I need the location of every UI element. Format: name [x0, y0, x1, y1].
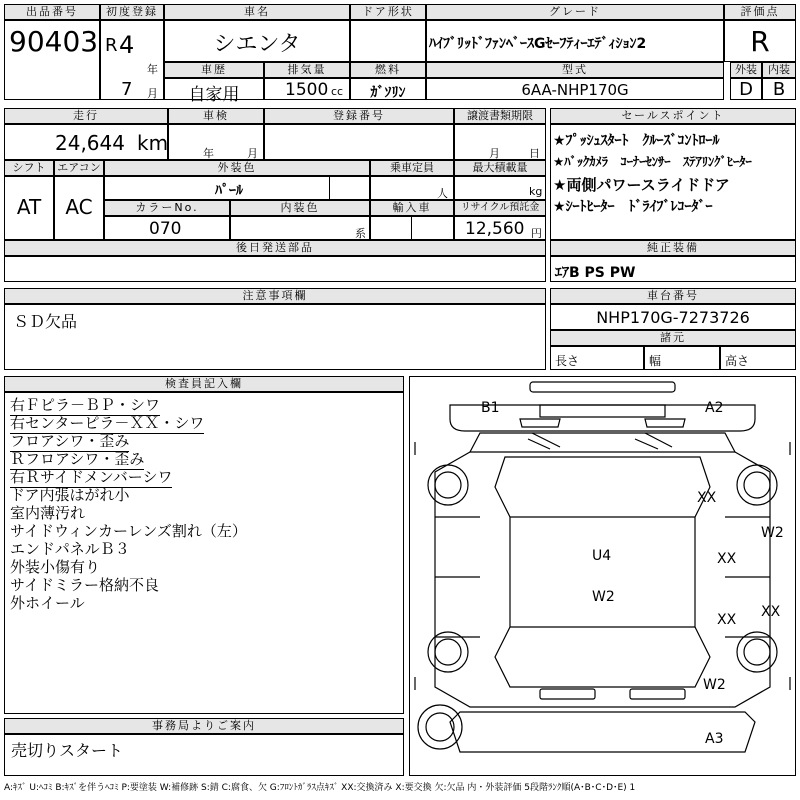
damage-mark: XX: [717, 612, 737, 628]
recycle-label: リサイクル預託金: [454, 200, 546, 216]
damage-mark: B1: [481, 400, 500, 416]
transfer-deadline-cell: [454, 124, 546, 160]
sales-point-line: ★ﾌﾟｯｼｭｽﾀｰﾄ ｸﾙｰｽﾞｺﾝﾄﾛｰﾙ: [553, 133, 720, 149]
transfer-day-unit: 日: [529, 147, 540, 160]
exterior-grade-label: 外装: [730, 62, 762, 78]
damage-mark: W2: [761, 525, 784, 541]
length-label: 長さ: [555, 354, 580, 368]
history-label: 車歴: [164, 62, 264, 78]
width-cell: [644, 346, 720, 370]
capacity-unit: 人: [437, 187, 448, 200]
later-parts-cell: [4, 256, 546, 282]
first-registration-cell: [100, 20, 164, 100]
exterior-grade-cell: [730, 78, 762, 100]
inspector-note: ドア内張はがれ小: [10, 486, 130, 504]
damage-mark: XX: [697, 490, 717, 506]
lot-number-cell: [4, 20, 100, 100]
fuel: ｶﾞｿﾘﾝ: [370, 85, 406, 101]
aircon-label: エアコン: [54, 160, 104, 176]
office-notice-label: 事務局よりご案内: [4, 718, 404, 734]
exterior-color-subcell: [329, 176, 370, 200]
aircon-cell: [54, 176, 104, 240]
fuel-label: 燃料: [350, 62, 426, 78]
genuine-equipment-label: 純正装備: [550, 240, 796, 256]
inspection-year-unit: 年: [203, 147, 214, 160]
shift: AT: [16, 195, 42, 219]
month-unit: 月: [147, 87, 158, 100]
sales-point-line: ★ｼｰﾄﾋｰﾀｰ ﾄﾞﾗｲﾌﾞﾚｺｰﾀﾞｰ: [553, 199, 713, 215]
mileage-label: 走行: [4, 108, 168, 124]
inspector-note: 右Ｆピラ－ＢＰ・シワ: [10, 396, 161, 414]
inspector-note: 右Ｒサイドメンバーシワ: [10, 468, 173, 486]
color-number-label: カラーNo.: [104, 200, 230, 216]
score-label: 評価点: [724, 4, 796, 20]
damage-mark: A3: [705, 731, 724, 747]
lot-number-label: 出品番号: [4, 4, 100, 20]
damage-mark: XX: [717, 551, 737, 567]
specs-label: 諸元: [550, 330, 796, 346]
year-unit: 年: [147, 63, 158, 76]
displacement-unit: cc: [331, 85, 344, 98]
mileage-cell: [4, 124, 168, 160]
inspector-note: 外装小傷有り: [10, 558, 101, 576]
history: 自家用: [188, 85, 240, 105]
max-load-label: 最大積載量: [454, 160, 546, 176]
inspector-notes-label: 検査員記入欄: [4, 376, 404, 392]
registration-number-cell: [264, 124, 454, 160]
inspector-note: サイドミラー格納不良: [10, 576, 159, 594]
interior-grade-cell: [762, 78, 796, 100]
grade: ﾊｲﾌﾞﾘｯﾄﾞﾌｧﾝﾍﾞｰｽGｾｰﾌﾃｨｰｴﾃﾞｨｼｮﾝ2: [429, 36, 647, 52]
exterior-color-label: 外装色: [104, 160, 370, 176]
transfer-month-unit: 月: [489, 147, 500, 160]
caution-text: ＳＤ欠品: [13, 312, 78, 331]
interior-color-unit: 系: [355, 227, 366, 240]
inspector-note: 室内薄汚れ: [10, 504, 86, 522]
exterior-color: ﾊﾟｰﾙ: [215, 183, 243, 199]
office-notice-cell: [4, 734, 404, 776]
score: R: [750, 25, 770, 58]
chassis-number-label: 車台番号: [550, 288, 796, 304]
exterior-grade: D: [739, 79, 753, 100]
color-number: 070: [149, 219, 182, 239]
length-cell: [550, 346, 644, 370]
model-label: 型式: [426, 62, 724, 78]
damage-mark: U4: [592, 548, 612, 564]
model-cell: [426, 78, 724, 100]
recycle-fee: 12,560: [465, 219, 525, 239]
inspection-cell: [168, 124, 264, 160]
genuine-equipment-cell: [550, 256, 796, 282]
recycle-cell: [454, 216, 546, 240]
inspector-note: フロアシワ・歪み: [10, 432, 130, 450]
interior-color-cell: [230, 216, 370, 240]
damage-mark: A2: [705, 400, 724, 416]
transfer-deadline-label: 譲渡書類期限: [454, 108, 546, 124]
car-diagram: [409, 376, 796, 776]
inspector-note: 外ホイール: [10, 594, 85, 612]
era: R: [105, 35, 118, 56]
sales-point-line: ★ﾊﾞｯｸｶﾒﾗ ｺｰﾅｰｾﾝｻｰ ｽﾃｱﾘﾝｸﾞﾋｰﾀｰ: [553, 154, 752, 169]
import-subcell: [411, 216, 454, 240]
mileage-unit: km: [137, 131, 169, 155]
inspector-note: エンドパネルＢ３: [10, 540, 130, 558]
import-cell: [370, 216, 454, 240]
first-registration-label: 初度登録: [100, 4, 164, 20]
score-cell: [724, 20, 796, 62]
height-cell: [720, 346, 796, 370]
aircon: AC: [65, 195, 93, 219]
caution-label: 注意事項欄: [4, 288, 546, 304]
recycle-unit: 円: [531, 227, 542, 240]
legend: A:ｷｽﾞ U:ﾍｺﾐ B:ｷｽﾞを伴うﾍｺﾐ P:要塗装 W:補修跡 S:錆 C:腐食、欠 G:ﾌﾛﾝﾄｶﾞﾗｽ点ｷｽﾞ XX:交換済み X:要交換 欠:欠品 内・外装評価 5段階ﾗﾝｸ順(A･B･C･D･E) 1: [4, 783, 636, 793]
inspection-month-unit: 月: [247, 147, 258, 160]
sales-point-line: ★両側パワースライドドア: [553, 176, 730, 194]
interior-color-label: 内装色: [230, 200, 370, 216]
inspector-note: サイドウィンカーレンズ割れ（左）: [10, 522, 247, 540]
registration-month: 7: [121, 79, 133, 100]
grade-label: グレード: [426, 4, 724, 20]
car-outline: [410, 377, 795, 775]
shift-label: シフト: [4, 160, 54, 176]
car-name-cell: [164, 20, 350, 62]
max-load-unit: kg: [529, 185, 543, 198]
capacity-label: 乗車定員: [370, 160, 454, 176]
inspection-label: 車検: [168, 108, 264, 124]
grade-cell: [426, 20, 724, 62]
sales-points-label: セールスポイント: [550, 108, 796, 124]
office-notice: 売切りスタート: [11, 741, 124, 760]
registration-number-label: 登録番号: [264, 108, 454, 124]
interior-grade-label: 内装: [762, 62, 796, 78]
car-name: シエンタ: [213, 32, 301, 57]
lot-number: 90403: [9, 25, 99, 58]
inspector-note: Ｒフロアシワ・歪み: [10, 450, 145, 468]
inspector-note: 右センターピラ－ＸＸ・シワ: [10, 414, 205, 432]
displacement: 1500: [285, 80, 329, 100]
exterior-color-cell: [104, 176, 370, 200]
mileage: 24,644: [55, 131, 125, 155]
interior-grade: B: [772, 79, 786, 100]
model: 6AA-NHP170G: [521, 81, 629, 99]
damage-mark: W2: [592, 589, 615, 605]
color-number-cell: [104, 216, 230, 240]
car-name-label: 車名: [164, 4, 350, 20]
later-parts-label: 後日発送部品: [4, 240, 546, 256]
registration-year: 4: [119, 31, 135, 59]
shift-cell: [4, 176, 54, 240]
caution-cell: [4, 304, 546, 370]
damage-mark: XX: [761, 604, 781, 620]
displacement-label: 排気量: [264, 62, 350, 78]
history-cell: [164, 78, 264, 105]
width-label: 幅: [649, 354, 662, 368]
chassis-number: NHP170G-7273726: [596, 308, 750, 327]
door-type-cell: [350, 20, 426, 62]
damage-mark: W2: [703, 677, 726, 693]
displacement-cell: [264, 78, 350, 100]
height-label: 高さ: [725, 354, 750, 368]
capacity-cell: [370, 176, 454, 200]
genuine-equipment: ｴｱB PS PW: [555, 265, 636, 281]
fuel-cell: [350, 78, 426, 100]
import-label: 輸入車: [370, 200, 454, 216]
door-type-label: ドア形状: [350, 4, 426, 20]
max-load-cell: [454, 176, 546, 200]
chassis-number-cell: [550, 304, 796, 330]
